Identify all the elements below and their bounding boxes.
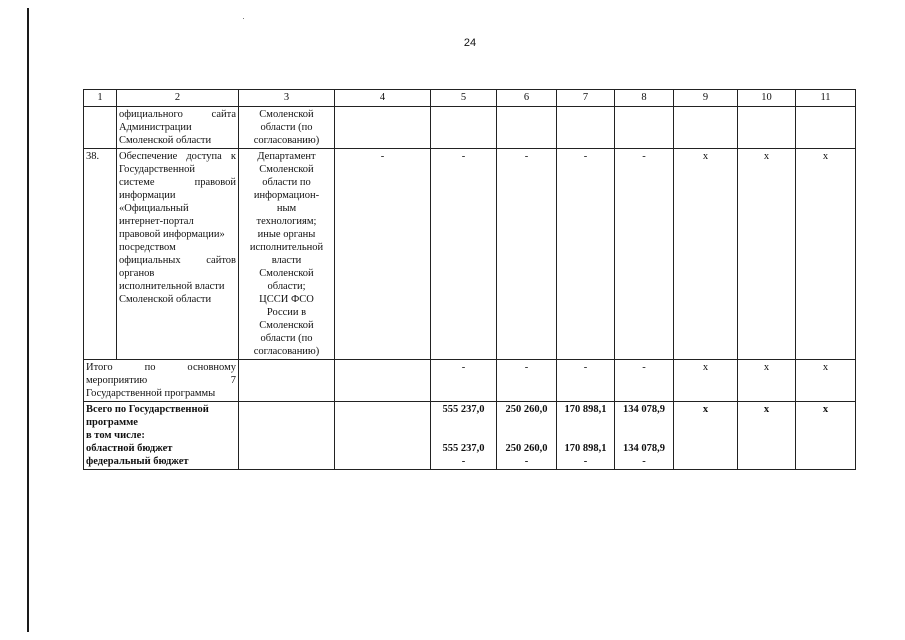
text-line: власти [271,255,302,266]
value-cell: x [738,402,796,470]
table-row-continued [84,107,856,149]
header-cell: 1 [84,90,117,107]
text-line: Смоленской области [119,294,212,305]
value-cell: x [796,402,856,470]
regional-value: 555 237,0 [442,443,485,454]
text-line: Смоленской [259,164,314,175]
empty-cell [431,107,497,149]
header-cell: 4 [335,90,431,107]
value-cell: x [674,402,738,470]
empty-cell [615,107,674,149]
text-line: интернет-портал [119,216,194,227]
scan-speck [243,18,244,19]
regional-value: 170 898,1 [564,443,607,454]
text-line: Смоленской области [119,135,212,146]
text-line: согласованию) [253,135,320,146]
value-cell: - [335,149,431,360]
header-cell: 11 [796,90,856,107]
total-value: 134 078,9 [623,404,665,415]
text-line: областной бюджет [86,443,173,454]
page-number: 24 [463,37,477,49]
left-margin-bar [27,8,29,632]
text-line: в том числе: [86,430,145,441]
total-value: 555 237,0 [442,404,485,415]
empty-cell [239,402,335,470]
text-line: официальных сайтов [119,255,236,266]
empty-cell [738,107,796,149]
text-line: информацион- [253,190,320,201]
total-value: 250 260,0 [505,404,548,415]
text-line: органов [119,268,155,279]
value-cell [557,402,615,470]
text-line: Итого по основному [86,362,236,373]
value-cell: - [431,149,497,360]
text-line: области; [267,281,306,292]
text-line: России в [266,307,307,318]
empty-cell [674,107,738,149]
text-line: мероприятию 7 [86,375,236,386]
value-cell: x [674,149,738,360]
header-row [84,90,856,107]
value-cell: x [796,360,856,402]
program-table [83,89,856,470]
text-line: системе правовой [119,177,236,188]
event-name-cell [117,107,239,149]
text-line: ЦССИ ФСО [259,294,314,305]
empty-cell [497,107,557,149]
text-line: Смоленской [259,320,314,331]
federal-value: - [583,456,588,467]
text-line: Государственной [119,164,195,175]
header-cell: 6 [497,90,557,107]
subtotal-label-cell [84,360,239,402]
value-cell: - [557,149,615,360]
text-line: правовой информации» [119,229,225,240]
executor-cell [239,149,335,360]
empty-cell [335,107,431,149]
regional-value: 134 078,9 [623,443,665,454]
row-number-cell: 38. [84,149,117,360]
text-line: Департамент [257,151,316,162]
federal-value: - [524,456,529,467]
text-line: области по [262,177,311,188]
text-line: Государственной программы [86,388,216,399]
value-cell: x [674,360,738,402]
value-cell: x [738,149,796,360]
value-cell: - [431,360,497,402]
value-cell: - [557,360,615,402]
federal-value: - [642,456,646,467]
table-row-38 [84,149,856,360]
table-row-itogo [84,360,856,402]
header-cell: 8 [615,90,674,107]
text-line: посредством [119,242,176,253]
empty-cell [796,107,856,149]
text-line: иные органы [257,229,316,240]
text-line: «Официальный [119,203,189,214]
value-cell [497,402,557,470]
text-line: области (по [260,333,313,344]
federal-value: - [461,456,466,467]
text-line: Смоленской [259,268,314,279]
total-label-cell [84,402,239,470]
text-line: официального сайта [119,109,236,120]
header-cell: 5 [431,90,497,107]
event-name-cell [117,149,239,360]
empty-cell [239,360,335,402]
text-line: федеральный бюджет [86,456,189,467]
header-cell: 9 [674,90,738,107]
text-line: области (по [260,122,313,133]
header-cell: 2 [117,90,239,107]
value-cell: x [796,149,856,360]
regional-value: 250 260,0 [505,443,548,454]
value-cell: - [497,360,557,402]
value-cell: - [497,149,557,360]
empty-cell [335,402,431,470]
text-line: программе [86,417,138,428]
total-value: 170 898,1 [564,404,607,415]
header-cell: 10 [738,90,796,107]
value-cell [431,402,497,470]
text-line: исполнительной власти [119,281,225,292]
value-cell [615,402,674,470]
executor-cell [239,107,335,149]
text-line: исполнительной [249,242,324,253]
empty-cell [335,360,431,402]
text-line: информации [119,190,176,201]
text-line: Администрации [119,122,192,133]
text-line: Обеспечение доступа к [119,151,236,162]
empty-cell [557,107,615,149]
text-line: технологиям; [256,216,317,227]
value-cell: x [738,360,796,402]
value-cell: - [615,149,674,360]
text-line: согласованию) [253,346,320,357]
row-number-cell [84,107,117,149]
value-cell: - [615,360,674,402]
text-line: ным [276,203,297,214]
header-cell: 3 [239,90,335,107]
text-line: Всего по Государственной [86,404,209,415]
text-line: Смоленской [259,109,314,120]
header-cell: 7 [557,90,615,107]
table-row-total [84,402,856,470]
